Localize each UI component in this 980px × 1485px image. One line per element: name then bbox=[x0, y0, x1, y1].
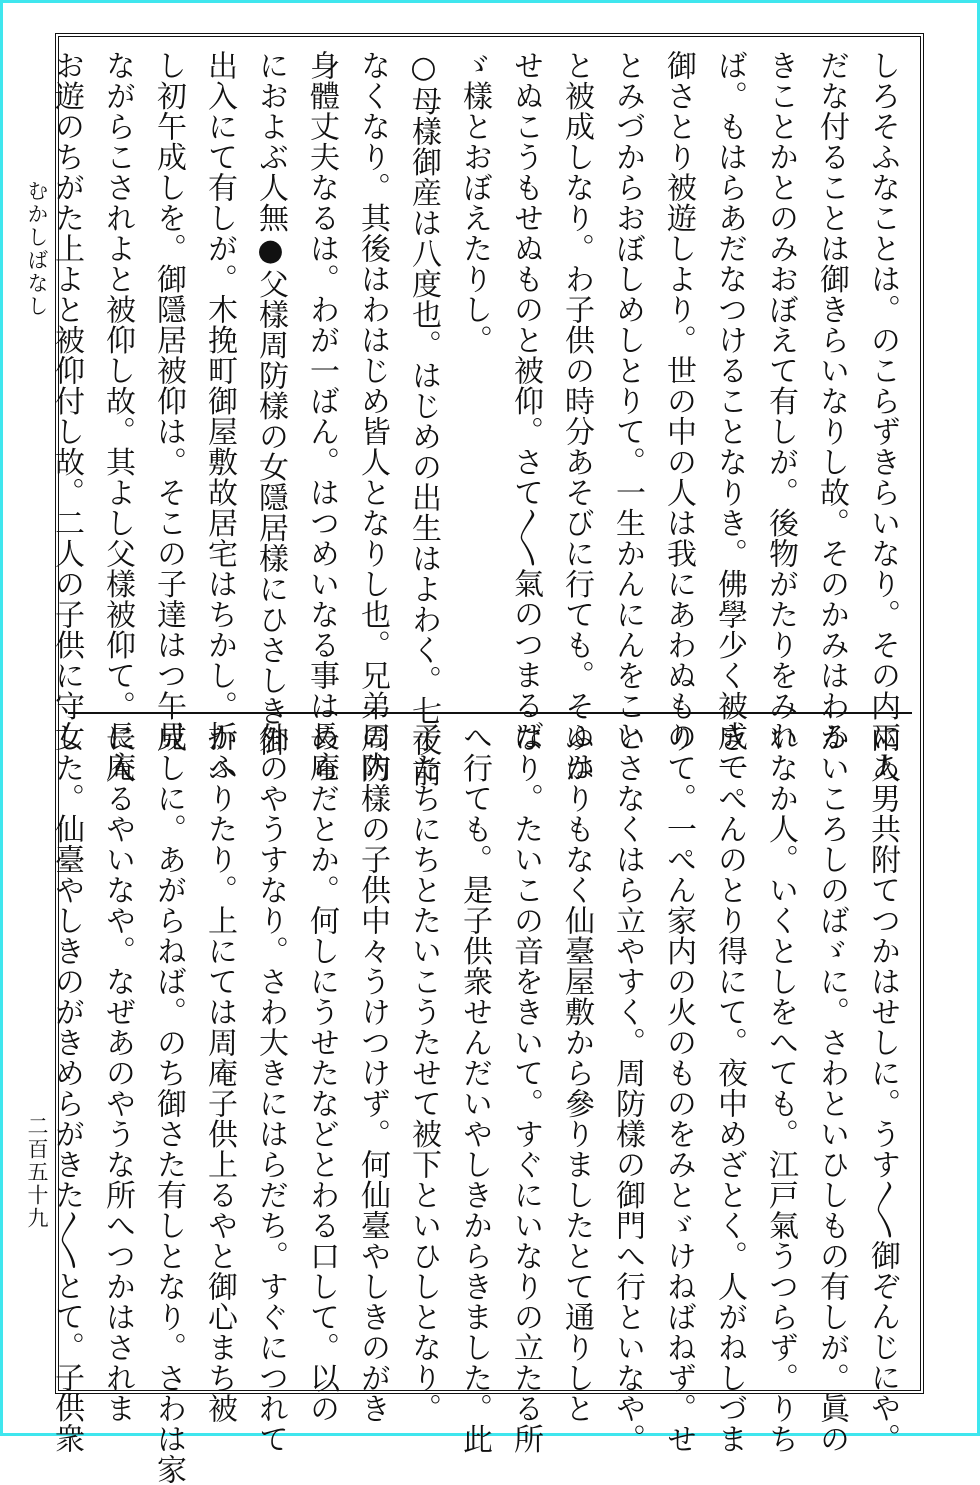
text-line: 成しに。あがらねば。のち御さた有しとなり。さわは家 bbox=[151, 722, 186, 1485]
text-line: かいころしのばゞに。さわといひしもの有しが。眞の bbox=[814, 722, 849, 1454]
text-line: ゆかりもなく仙臺屋敷から參りましたとて通りしと bbox=[559, 722, 594, 1424]
text-line: お遊のちがた上よと被仰付し故。二人の子供に守女 bbox=[49, 50, 84, 752]
text-line: 身體丈夫なるは。わが一ばん。はつめいなる事は長庵 bbox=[304, 50, 339, 782]
text-line: なくなり。其後はわはじめ皆人となりし也。兄弟の内 bbox=[355, 50, 390, 782]
text-line: とみづからおぼしめしとりて。一生かんにんをこと bbox=[610, 50, 645, 752]
page-number: 二百五十九 bbox=[25, 1115, 49, 1230]
text-line: かへりたり。上にては周庵子供上るやと御心まち被 bbox=[202, 722, 237, 1424]
text-line: いさなくはら立やすく。周防樣の御門へ行といなや。 bbox=[610, 722, 645, 1454]
text-line: におよぶ人無●父樣周防樣の女隱居樣にひさしき御 bbox=[253, 50, 288, 757]
text-line: 子たちにちとたいこうたせて被下といひしとなり。 bbox=[406, 722, 441, 1424]
text-line: 御さとり被遊しより。世の中の人は我にあわぬもの bbox=[661, 50, 696, 752]
text-line: ゞ樣とおぼえたりし。 bbox=[457, 50, 492, 355]
text-line: ば。もはらあだなつけることなりき。佛學少く被成て bbox=[712, 50, 747, 782]
text-line: なり。たいこの音をきいて。すぐにいなりの立たる所 bbox=[508, 722, 543, 1454]
text-line: めらだとか。何しにうせたなどとわる口して。以の bbox=[304, 722, 339, 1424]
text-line: き一ぺんのとり得にて。夜中めざとく。人がねしづま bbox=[712, 722, 747, 1454]
text-line: へ行ても。是子供衆せんだいやしきからきました。此 bbox=[457, 722, 492, 1454]
lower-text-block bbox=[49, 722, 908, 1485]
running-head: むかしばなし bbox=[25, 180, 49, 318]
text-line: いなか人。いくとしをへても。江戸氣うつらず。りち bbox=[763, 722, 798, 1454]
text-line: きことかとのみおぼえて有しが。後物がたりをみれ bbox=[763, 50, 798, 752]
text-line: ○母樣御産は八度也。はじめの出生はよわく。七夜前 bbox=[406, 50, 441, 787]
text-line: せぬこうもせぬものと被仰。さて〳〵氣のつまるば bbox=[508, 50, 543, 751]
text-line: りて。一ぺん家内の火のものをみとゞけねばねず。せ bbox=[661, 722, 696, 1454]
text-line: 外のやうすなり。さわ大きにはらだち。すぐにつれて bbox=[253, 722, 288, 1454]
text-line: し初午成しを。御隱居被仰は。そこの子達はつ午見 bbox=[151, 50, 186, 752]
text-line: と被成しなり。わ子供の時分あそびに行ても。そふは bbox=[559, 50, 594, 782]
text-line: しろそふなことは。のこらずきらいなり。その内にあ bbox=[865, 50, 900, 782]
text-line: した。仙臺やしきのがきめらがきた〳〵とて。子供衆 bbox=[49, 722, 84, 1454]
text-line: 兩人男共附てつかはせしに。うす〳〵御ぞんじにや。 bbox=[865, 722, 900, 1454]
text-line: 周防樣の子供中々うけつけず。何仙臺やしきのがき bbox=[355, 722, 390, 1424]
upper-text-block bbox=[49, 50, 908, 787]
text-line: ながらこされよと被仰し故。其よし父樣被仰て。長庵 bbox=[100, 50, 135, 782]
text-line: に入るやいなや。なぜあのやうな所へつかはされま bbox=[100, 722, 135, 1424]
text-line: だな付ることは御きらいなりし故。そのかみはわる bbox=[814, 50, 849, 752]
text-line: 出入にて有しが。木挽町御屋敷故居宅はちかし。折ふ bbox=[202, 50, 237, 782]
